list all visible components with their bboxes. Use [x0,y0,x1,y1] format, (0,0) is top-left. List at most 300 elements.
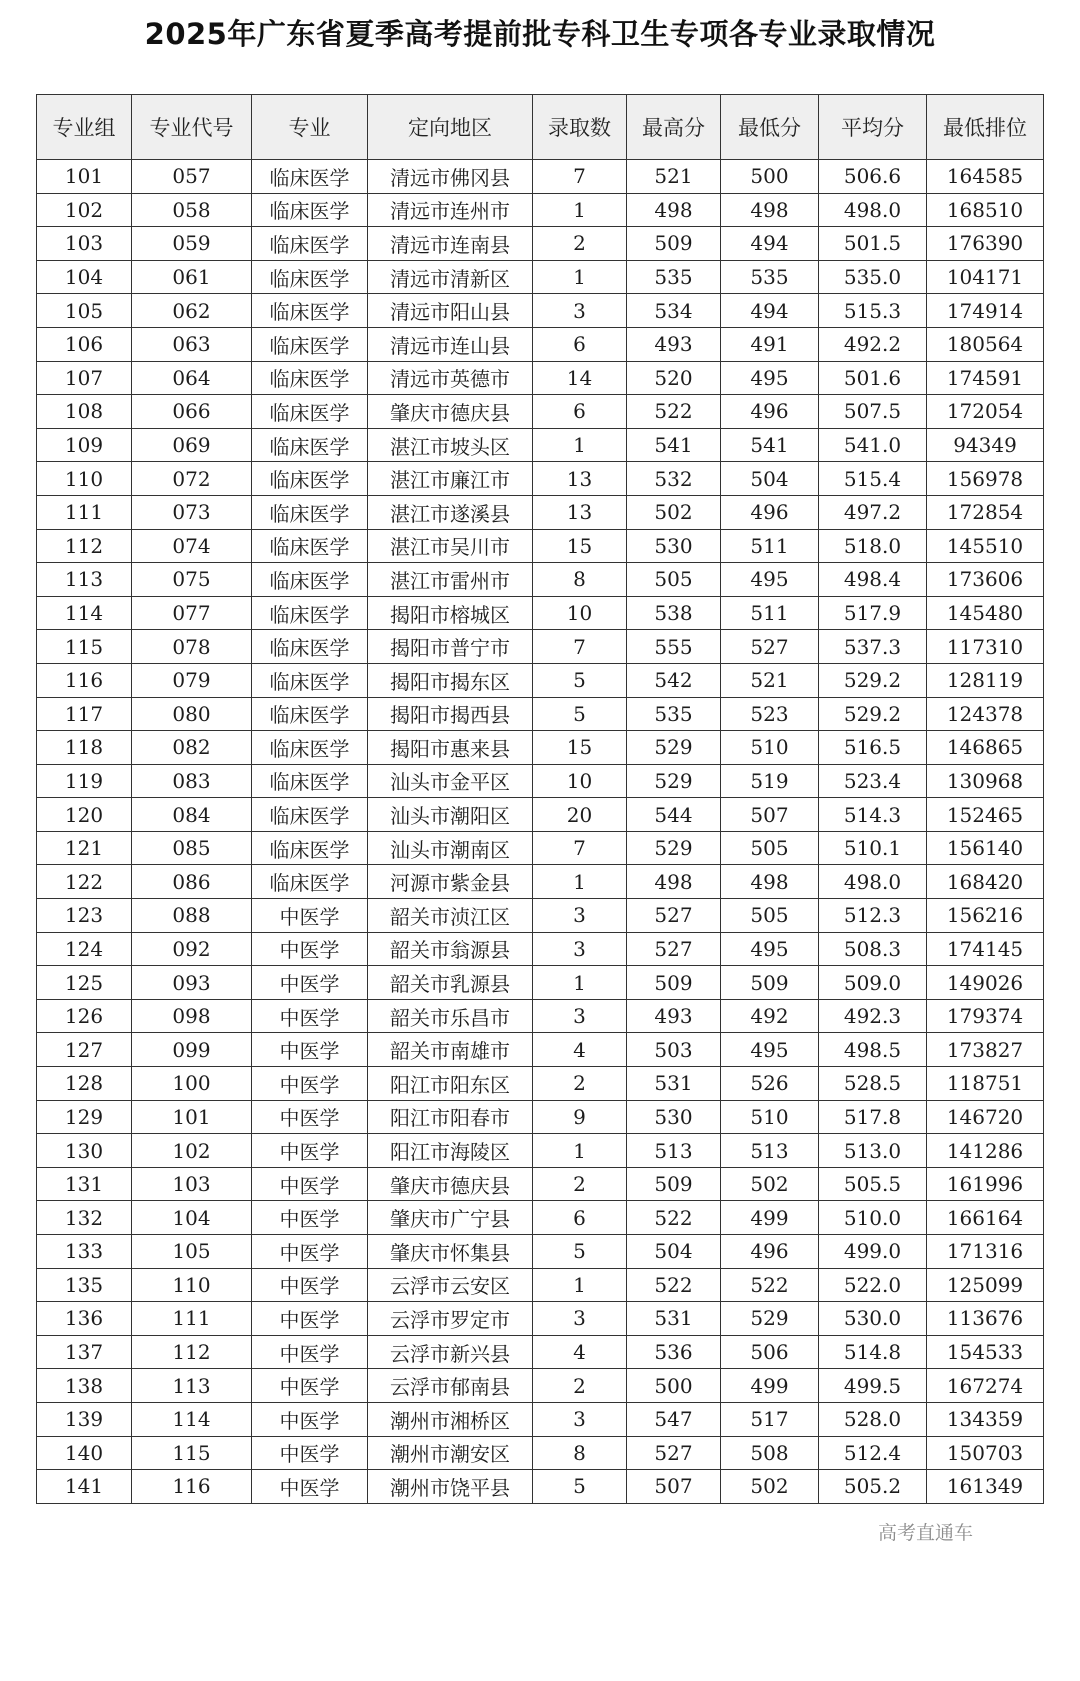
cell-major: 临床医学 [252,865,368,899]
cell-region: 潮州市湘桥区 [368,1402,533,1436]
cell-admitted: 2 [533,1067,627,1101]
cell-min-rank: 141286 [927,1134,1044,1168]
table-row [37,327,1044,361]
cell-max-score: 527 [627,932,721,966]
cell-admitted: 1 [533,428,627,462]
cell-major-code: 059 [132,227,252,261]
cell-major: 中医学 [252,1335,368,1369]
cell-region: 云浮市云安区 [368,1268,533,1302]
table-row [37,1167,1044,1201]
cell-admitted: 4 [533,1335,627,1369]
table-row [37,630,1044,664]
cell-min-rank: 180564 [927,327,1044,361]
cell-major: 临床医学 [252,663,368,697]
cell-min-score: 519 [721,764,819,798]
cell-major: 临床医学 [252,596,368,630]
cell-group: 135 [37,1268,132,1302]
cell-avg-score: 512.4 [819,1436,927,1470]
table-row [37,831,1044,865]
cell-avg-score: 497.2 [819,495,927,529]
cell-min-score: 517 [721,1402,819,1436]
cell-min-score: 541 [721,428,819,462]
cell-region: 韶关市翁源县 [368,932,533,966]
cell-avg-score: 507.5 [819,395,927,429]
cell-group: 109 [37,428,132,462]
table-row [37,428,1044,462]
cell-min-score: 527 [721,630,819,664]
cell-region: 云浮市新兴县 [368,1335,533,1369]
table-row [37,899,1044,933]
cell-major: 临床医学 [252,798,368,832]
table-header [37,95,1044,160]
table-row [37,193,1044,227]
cell-major-code: 099 [132,1033,252,1067]
cell-major-code: 072 [132,462,252,496]
cell-min-rank: 154533 [927,1335,1044,1369]
table-row [37,563,1044,597]
cell-admitted: 3 [533,1302,627,1336]
table-row [37,227,1044,261]
cell-admitted: 3 [533,294,627,328]
cell-min-rank: 150703 [927,1436,1044,1470]
cell-admitted: 3 [533,999,627,1033]
cell-major: 临床医学 [252,193,368,227]
cell-min-score: 535 [721,260,819,294]
table-row [37,529,1044,563]
cell-major-code: 111 [132,1302,252,1336]
cell-min-score: 492 [721,999,819,1033]
cell-admitted: 6 [533,327,627,361]
cell-major: 中医学 [252,1470,368,1504]
cell-max-score: 530 [627,529,721,563]
cell-min-rank: 174591 [927,361,1044,395]
cell-group: 103 [37,227,132,261]
cell-max-score: 529 [627,831,721,865]
cell-group: 102 [37,193,132,227]
cell-max-score: 529 [627,764,721,798]
cell-min-rank: 179374 [927,999,1044,1033]
cell-admitted: 9 [533,1100,627,1134]
cell-min-score: 508 [721,1436,819,1470]
cell-min-score: 507 [721,798,819,832]
cell-min-score: 523 [721,697,819,731]
cell-avg-score: 498.4 [819,563,927,597]
cell-region: 湛江市廉江市 [368,462,533,496]
cell-min-rank: 174914 [927,294,1044,328]
cell-min-rank: 166164 [927,1201,1044,1235]
cell-max-score: 536 [627,1335,721,1369]
cell-min-score: 495 [721,361,819,395]
cell-group: 140 [37,1436,132,1470]
cell-min-score: 510 [721,731,819,765]
cell-admitted: 5 [533,697,627,731]
cell-major-code: 115 [132,1436,252,1470]
cell-max-score: 521 [627,160,721,194]
cell-min-score: 495 [721,1033,819,1067]
cell-avg-score: 498.0 [819,865,927,899]
cell-min-score: 496 [721,495,819,529]
cell-region: 肇庆市德庆县 [368,395,533,429]
cell-major: 中医学 [252,1302,368,1336]
cell-region: 清远市连南县 [368,227,533,261]
cell-avg-score: 514.8 [819,1335,927,1369]
cell-major-code: 114 [132,1402,252,1436]
cell-max-score: 502 [627,495,721,529]
cell-major: 中医学 [252,1033,368,1067]
cell-avg-score: 510.0 [819,1201,927,1235]
table-row [37,395,1044,429]
cell-avg-score: 492.3 [819,999,927,1033]
cell-group: 119 [37,764,132,798]
cell-admitted: 1 [533,1134,627,1168]
cell-min-rank: 156978 [927,462,1044,496]
cell-min-rank: 104171 [927,260,1044,294]
cell-max-score: 509 [627,227,721,261]
cell-region: 湛江市吴川市 [368,529,533,563]
header-avg-score: 平均分 [819,95,927,160]
cell-avg-score: 512.3 [819,899,927,933]
cell-major-code: 098 [132,999,252,1033]
cell-min-score: 511 [721,529,819,563]
cell-admitted: 15 [533,529,627,563]
cell-max-score: 544 [627,798,721,832]
cell-max-score: 527 [627,899,721,933]
cell-min-rank: 146865 [927,731,1044,765]
cell-group: 136 [37,1302,132,1336]
cell-region: 清远市阳山县 [368,294,533,328]
cell-region: 韶关市乐昌市 [368,999,533,1033]
table-row [37,1100,1044,1134]
cell-min-rank: 117310 [927,630,1044,664]
cell-group: 121 [37,831,132,865]
cell-min-rank: 167274 [927,1369,1044,1403]
cell-min-rank: 168420 [927,865,1044,899]
header-region: 定向地区 [368,95,533,160]
cell-region: 揭阳市惠来县 [368,731,533,765]
cell-group: 106 [37,327,132,361]
cell-group: 107 [37,361,132,395]
cell-max-score: 529 [627,731,721,765]
cell-major-code: 085 [132,831,252,865]
cell-max-score: 531 [627,1302,721,1336]
cell-admitted: 13 [533,495,627,529]
cell-region: 清远市连山县 [368,327,533,361]
table-row [37,1470,1044,1504]
table-row [37,596,1044,630]
cell-min-rank: 172054 [927,395,1044,429]
cell-region: 阳江市阳春市 [368,1100,533,1134]
cell-region: 清远市清新区 [368,260,533,294]
cell-region: 湛江市遂溪县 [368,495,533,529]
cell-major: 临床医学 [252,428,368,462]
cell-max-score: 509 [627,966,721,1000]
cell-major: 临床医学 [252,563,368,597]
table-row [37,865,1044,899]
cell-max-score: 493 [627,327,721,361]
cell-admitted: 8 [533,1436,627,1470]
cell-avg-score: 517.9 [819,596,927,630]
cell-admitted: 3 [533,932,627,966]
cell-region: 揭阳市榕城区 [368,596,533,630]
cell-group: 123 [37,899,132,933]
cell-group: 132 [37,1201,132,1235]
cell-max-score: 522 [627,1268,721,1302]
cell-max-score: 530 [627,1100,721,1134]
cell-region: 揭阳市揭西县 [368,697,533,731]
table-row [37,798,1044,832]
cell-min-rank: 172854 [927,495,1044,529]
cell-max-score: 538 [627,596,721,630]
cell-major-code: 101 [132,1100,252,1134]
cell-avg-score: 505.2 [819,1470,927,1504]
cell-group: 105 [37,294,132,328]
cell-major-code: 075 [132,563,252,597]
cell-min-score: 513 [721,1134,819,1168]
cell-min-rank: 134359 [927,1402,1044,1436]
cell-group: 113 [37,563,132,597]
cell-group: 139 [37,1402,132,1436]
cell-region: 湛江市雷州市 [368,563,533,597]
header-major-code: 专业代号 [132,95,252,160]
cell-major: 临床医学 [252,227,368,261]
cell-avg-score: 508.3 [819,932,927,966]
watermark: 高考直通车 [878,1522,974,1544]
cell-admitted: 20 [533,798,627,832]
cell-max-score: 534 [627,294,721,328]
admission-table [36,94,1044,1504]
cell-avg-score: 515.4 [819,462,927,496]
cell-max-score: 535 [627,697,721,731]
table-row [37,1201,1044,1235]
cell-max-score: 527 [627,1436,721,1470]
header-group: 专业组 [37,95,132,160]
cell-major: 中医学 [252,1436,368,1470]
cell-major-code: 057 [132,160,252,194]
cell-major: 临床医学 [252,630,368,664]
cell-admitted: 10 [533,764,627,798]
cell-region: 潮州市潮安区 [368,1436,533,1470]
cell-min-rank: 164585 [927,160,1044,194]
cell-region: 阳江市阳东区 [368,1067,533,1101]
cell-max-score: 498 [627,865,721,899]
cell-admitted: 1 [533,1268,627,1302]
cell-min-rank: 128119 [927,663,1044,697]
table-row [37,294,1044,328]
cell-admitted: 6 [533,1201,627,1235]
cell-region: 阳江市海陵区 [368,1134,533,1168]
cell-admitted: 1 [533,865,627,899]
cell-min-rank: 161996 [927,1167,1044,1201]
table-row [37,1335,1044,1369]
cell-group: 129 [37,1100,132,1134]
cell-max-score: 505 [627,563,721,597]
cell-admitted: 13 [533,462,627,496]
cell-group: 133 [37,1235,132,1269]
cell-major: 中医学 [252,999,368,1033]
cell-region: 肇庆市德庆县 [368,1167,533,1201]
cell-min-rank: 176390 [927,227,1044,261]
cell-admitted: 14 [533,361,627,395]
cell-admitted: 3 [533,899,627,933]
cell-min-score: 521 [721,663,819,697]
cell-major: 中医学 [252,1268,368,1302]
cell-min-score: 509 [721,966,819,1000]
cell-max-score: 535 [627,260,721,294]
cell-group: 124 [37,932,132,966]
cell-min-score: 494 [721,294,819,328]
cell-major-code: 073 [132,495,252,529]
cell-group: 112 [37,529,132,563]
cell-major: 临床医学 [252,731,368,765]
cell-min-rank: 118751 [927,1067,1044,1101]
table-row [37,1134,1044,1168]
cell-admitted: 15 [533,731,627,765]
cell-group: 110 [37,462,132,496]
cell-group: 116 [37,663,132,697]
cell-min-rank: 173606 [927,563,1044,597]
cell-min-score: 505 [721,899,819,933]
cell-min-score: 499 [721,1201,819,1235]
cell-major: 临床医学 [252,529,368,563]
header-row [37,95,1044,160]
cell-min-rank: 171316 [927,1235,1044,1269]
cell-min-score: 495 [721,563,819,597]
cell-min-rank: 146720 [927,1100,1044,1134]
cell-group: 115 [37,630,132,664]
cell-min-score: 496 [721,1235,819,1269]
cell-avg-score: 541.0 [819,428,927,462]
table-row [37,1033,1044,1067]
cell-max-score: 555 [627,630,721,664]
table-row [37,495,1044,529]
cell-region: 云浮市罗定市 [368,1302,533,1336]
cell-region: 清远市佛冈县 [368,160,533,194]
table-row [37,697,1044,731]
cell-min-score: 491 [721,327,819,361]
cell-major-code: 100 [132,1067,252,1101]
cell-major-code: 086 [132,865,252,899]
cell-admitted: 1 [533,966,627,1000]
cell-min-rank: 156140 [927,831,1044,865]
cell-major: 中医学 [252,1201,368,1235]
cell-min-score: 498 [721,193,819,227]
header-admitted: 录取数 [533,95,627,160]
table-row [37,1067,1044,1101]
header-min-score: 最低分 [721,95,819,160]
cell-group: 127 [37,1033,132,1067]
cell-avg-score: 528.5 [819,1067,927,1101]
cell-admitted: 2 [533,1167,627,1201]
cell-region: 汕头市金平区 [368,764,533,798]
cell-admitted: 4 [533,1033,627,1067]
cell-avg-score: 509.0 [819,966,927,1000]
cell-avg-score: 510.1 [819,831,927,865]
cell-min-score: 506 [721,1335,819,1369]
cell-admitted: 10 [533,596,627,630]
cell-major-code: 080 [132,697,252,731]
cell-major-code: 110 [132,1268,252,1302]
cell-min-score: 499 [721,1369,819,1403]
cell-avg-score: 516.5 [819,731,927,765]
cell-min-rank: 149026 [927,966,1044,1000]
cell-min-score: 511 [721,596,819,630]
table-row [37,160,1044,194]
cell-group: 111 [37,495,132,529]
cell-major: 临床医学 [252,697,368,731]
cell-admitted: 2 [533,1369,627,1403]
cell-group: 120 [37,798,132,832]
cell-min-rank: 168510 [927,193,1044,227]
cell-major: 中医学 [252,1235,368,1269]
cell-group: 125 [37,966,132,1000]
cell-min-rank: 174145 [927,932,1044,966]
cell-major-code: 084 [132,798,252,832]
table-row [37,1302,1044,1336]
cell-max-score: 541 [627,428,721,462]
cell-major-code: 104 [132,1201,252,1235]
cell-region: 揭阳市揭东区 [368,663,533,697]
cell-group: 126 [37,999,132,1033]
cell-avg-score: 528.0 [819,1402,927,1436]
table-row [37,260,1044,294]
cell-major-code: 083 [132,764,252,798]
header-major: 专业 [252,95,368,160]
cell-avg-score: 492.2 [819,327,927,361]
table-row [37,999,1044,1033]
cell-major-code: 102 [132,1134,252,1168]
cell-major-code: 058 [132,193,252,227]
cell-avg-score: 518.0 [819,529,927,563]
cell-min-score: 526 [721,1067,819,1101]
cell-region: 韶关市南雄市 [368,1033,533,1067]
cell-major: 中医学 [252,966,368,1000]
cell-group: 137 [37,1335,132,1369]
cell-group: 118 [37,731,132,765]
cell-admitted: 5 [533,1235,627,1269]
table-row [37,361,1044,395]
cell-max-score: 503 [627,1033,721,1067]
cell-major: 临床医学 [252,395,368,429]
cell-major: 中医学 [252,932,368,966]
cell-min-score: 500 [721,160,819,194]
cell-group: 130 [37,1134,132,1168]
cell-admitted: 7 [533,630,627,664]
cell-avg-score: 530.0 [819,1302,927,1336]
cell-group: 117 [37,697,132,731]
cell-max-score: 520 [627,361,721,395]
table-row [37,764,1044,798]
cell-major: 中医学 [252,1134,368,1168]
cell-major-code: 074 [132,529,252,563]
cell-major-code: 062 [132,294,252,328]
cell-admitted: 1 [533,260,627,294]
cell-admitted: 1 [533,193,627,227]
cell-min-rank: 173827 [927,1033,1044,1067]
cell-max-score: 507 [627,1470,721,1504]
cell-major-code: 063 [132,327,252,361]
cell-avg-score: 529.2 [819,663,927,697]
cell-group: 138 [37,1369,132,1403]
cell-major: 中医学 [252,899,368,933]
cell-min-score: 496 [721,395,819,429]
cell-avg-score: 529.2 [819,697,927,731]
table-row [37,1369,1044,1403]
cell-group: 101 [37,160,132,194]
cell-group: 104 [37,260,132,294]
cell-avg-score: 501.5 [819,227,927,261]
cell-admitted: 7 [533,160,627,194]
cell-major: 中医学 [252,1100,368,1134]
